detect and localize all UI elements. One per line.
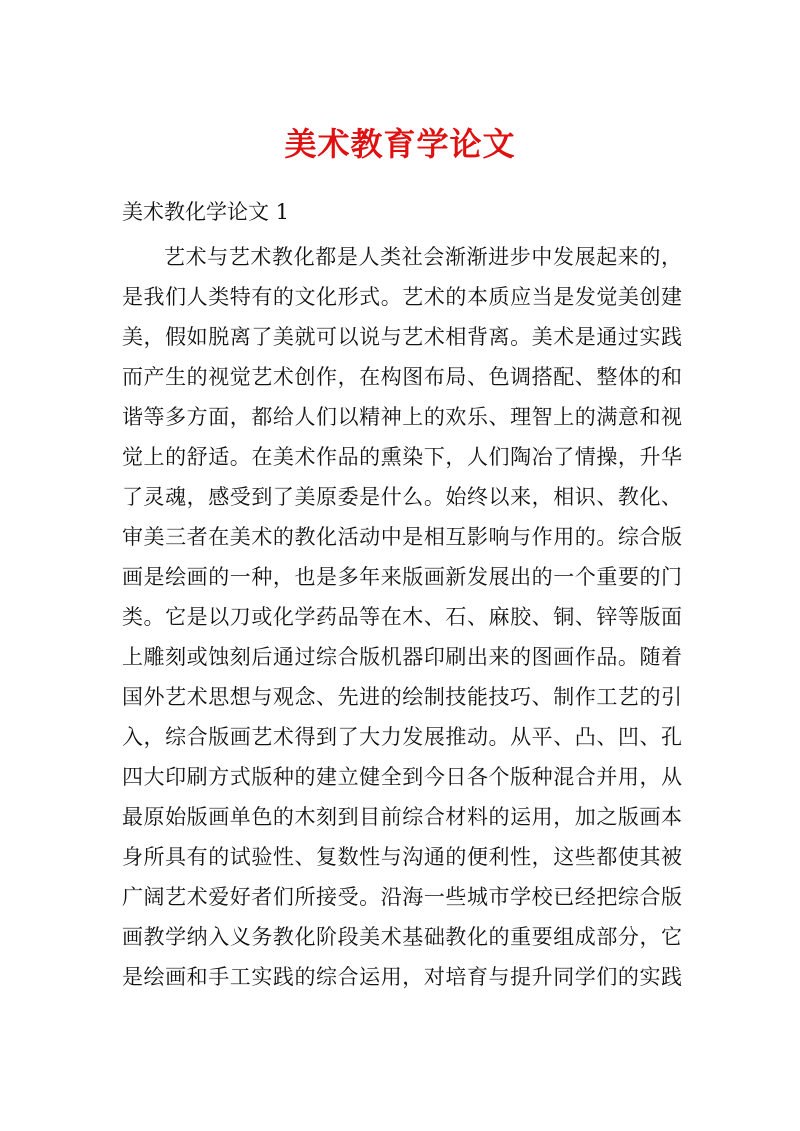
paragraph-line: 画教学纳入义务教化阶段美术基础教化的重要组成部分，它	[122, 925, 682, 949]
paragraph-line: 是我们人类特有的文化形式。艺术的本质应当是发觉美创建	[122, 285, 682, 309]
document-title: 美术教育学论文	[284, 125, 516, 163]
paragraph-line: 谐等多方面，都给人们以精神上的欢乐、理智上的满意和视	[122, 405, 682, 429]
paragraph-line: 审美三者在美术的教化活动中是相互影响与作用的。综合版	[122, 525, 682, 549]
paragraph-line: 身所具有的试验性、复数性与沟通的便利性，这些都使其被	[122, 845, 682, 869]
paragraph-line: 类。它是以刀或化学药品等在木、石、麻胶、铜、锌等版面	[122, 605, 682, 629]
paragraph-line: 上雕刻或蚀刻后通过综合版机器印刷出来的图画作品。随着	[122, 645, 682, 669]
section-heading: 美术教化学论文 1	[122, 200, 290, 224]
paragraph-line: 了灵魂，感受到了美原委是什么。始终以来，相识、教化、	[122, 485, 682, 509]
paragraph-line: 而产生的视觉艺术创作，在构图布局、色调搭配、整体的和	[122, 365, 682, 389]
paragraph-line: 画是绘画的一种，也是多年来版画新发展出的一个重要的门	[122, 565, 682, 589]
paragraph-line: 入，综合版画艺术得到了大力发展推动。从平、凸、凹、孔	[122, 725, 682, 749]
paragraph-line: 美，假如脱离了美就可以说与艺术相背离。美术是通过实践	[122, 325, 682, 349]
paragraph-line: 四大印刷方式版种的建立健全到今日各个版种混合并用，从	[122, 765, 682, 789]
paragraph-line: 国外艺术思想与观念、先进的绘制技能技巧、制作工艺的引	[122, 685, 682, 709]
paragraph-line: 艺术与艺术教化都是人类社会渐渐进步中发展起来的，	[164, 245, 682, 269]
paragraph-line: 广阔艺术爱好者们所接受。沿海一些城市学校已经把综合版	[122, 885, 682, 909]
paragraph-line: 是绘画和手工实践的综合运用，对培育与提升同学们的实践	[122, 965, 682, 989]
paragraph-line: 觉上的舒适。在美术作品的熏染下，人们陶冶了情操，升华	[122, 445, 682, 469]
paragraph-line: 最原始版画单色的木刻到目前综合材料的运用，加之版画本	[122, 805, 682, 829]
